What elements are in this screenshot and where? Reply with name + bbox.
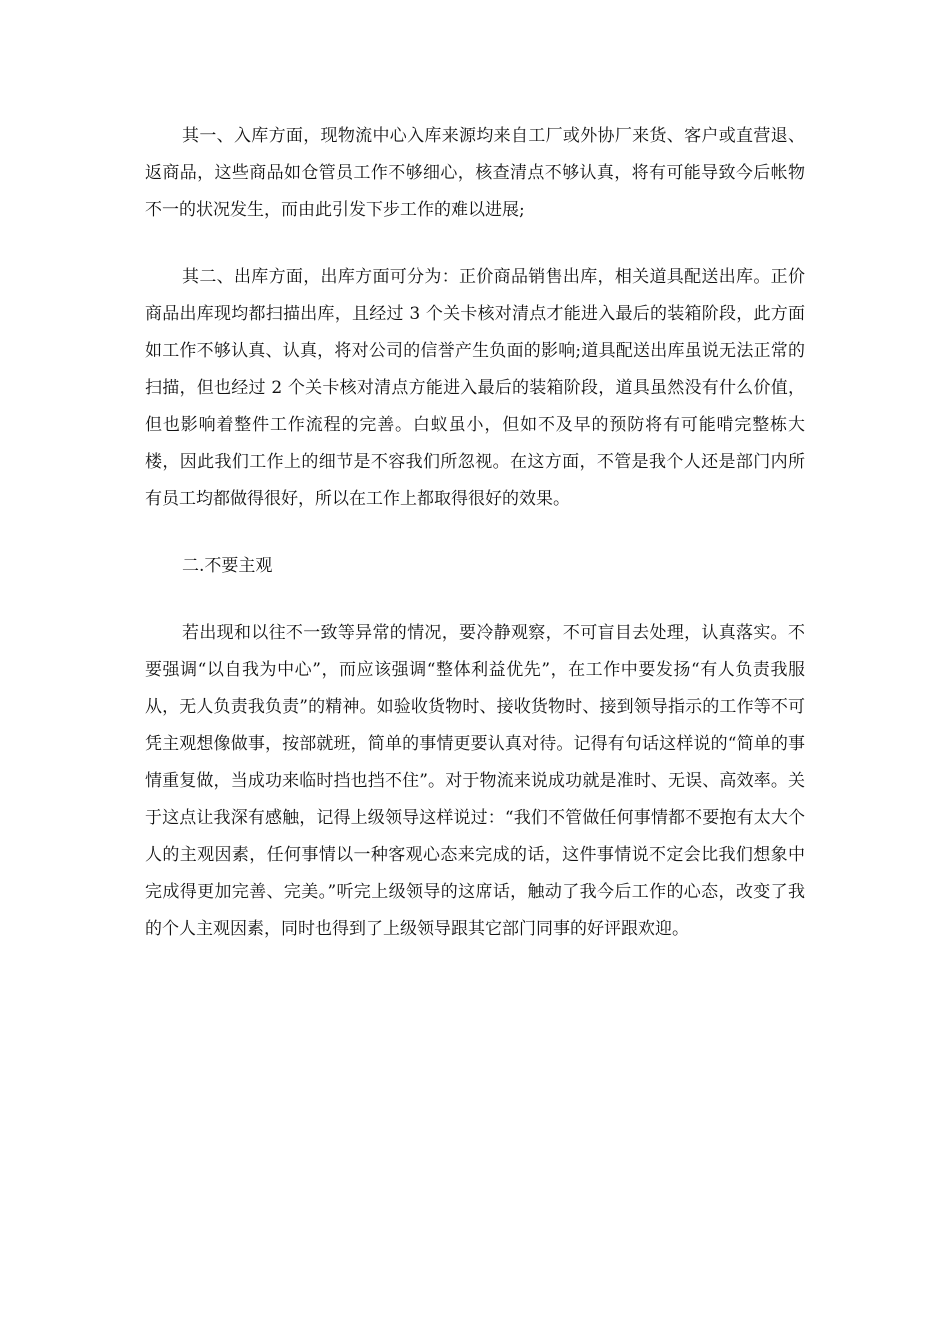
section-heading: 二.不要主观: [182, 556, 273, 576]
paragraph-outbound: 其二、出库方面，出库方面可分为：正价商品销售出库，相关道具配送出库。正价商品出库现均都扫描出库，且经过 3 个关卡核对清点才能进入最后的装箱阶段，此方面如工作不够认真、认真，将对公司的信誉产生负面的影响;道具配送出库虽说无法正常的扫描，但也经过 2 个关卡核对清点方能进入最后的装箱阶段，道具虽然没有什么价值，但也影响着整件工作流程的完善。白蚁虽小，但如不及早的预防将有可能啃完整栋大楼，因此我们工作上的细节是不容我们所忽视。在这方面，不管是我个人还是部门内所有员工均都做得很好，所以在工作上都取得很好的效果。: [145, 267, 805, 509]
paragraph-inbound: 其一、入库方面，现物流中心入库来源均来自工厂或外协厂来货、客户或直营退、返商品，这些商品如仓管员工作不够细心，核查清点不够认真，将有可能导致今后帐物不一的状况发生，而由此引发下步工作的难以进展;: [145, 126, 805, 220]
paragraph-not-subjective: 若出现和以往不一致等异常的情况，要冷静观察，不可盲目去处理，认真落实。不要强调“以自我为中心”，而应该强调“整体利益优先”，在工作中要发扬“有人负责我服从，无人负责我负责”的精神。如验收货物时、接收货物时、接到领导指示的工作等不可凭主观想像做事，按部就班，简单的事情更要认真对待。记得有句话这样说的“简单的事情重复做，当成功来临时挡也挡不住”。对于物流来说成功就是准时、无误、高效率。关于这点让我深有感触，记得上级领导这样说过：“我们不管做任何事情都不要抱有太大个人的主观因素，任何事情以一种客观心态来完成的话，这件事情说不定会比我们想象中完成得更加完善、完美。”听完上级领导的这席话，触动了我今后工作的心态，改变了我的个人主观因素，同时也得到了上级领导跟其它部门同事的好评跟欢迎。: [145, 623, 805, 939]
document-page: [145, 118, 805, 978]
